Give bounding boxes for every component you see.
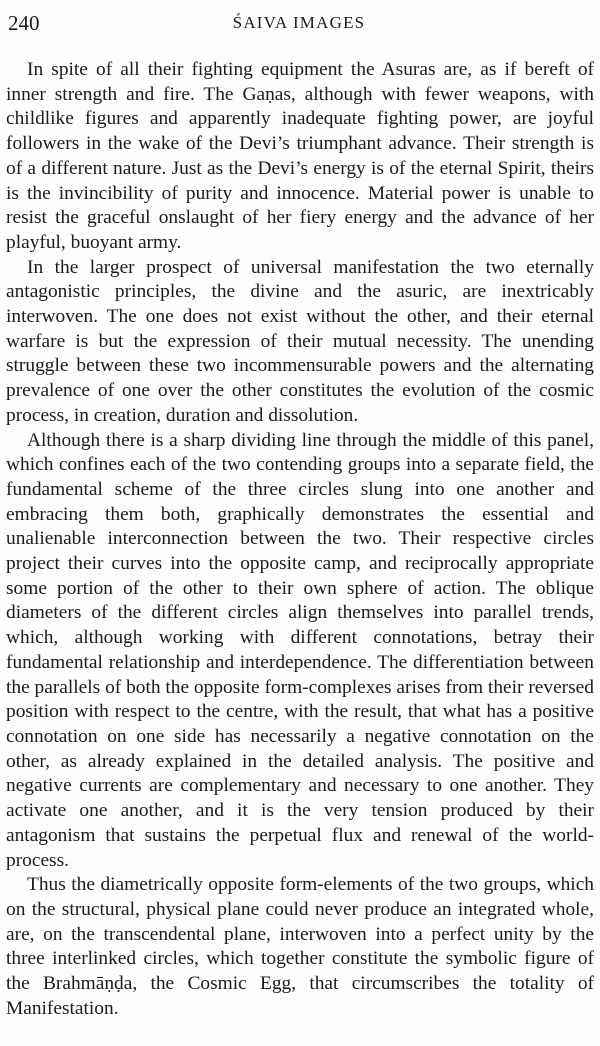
body-text: [6, 58, 594, 1021]
paragraph-4: Thus the diametrically opposite form-elements of the two groups, which on the structural, physical plane could never produce an integrated whole, are, on the transcendental plane, interwoven into a perfect unity by the three interlinked circles, which together constitute the symbolic figure of the Brahmāṇḍa, the Cosmic Egg, that circumscribes the totality of Manifestation.: [6, 874, 594, 1019]
page-number: 240: [8, 11, 40, 35]
running-title: ŚAIVA IMAGES: [232, 13, 366, 32]
paragraph-3: Although there is a sharp dividing line through the middle of this panel, which confines each of the two contending groups into a separate field, the fundamental scheme of the three circles slung into one another and embracing them both, graphically demonstrates the essential and unalienable interconnection between the two. Their respective circles project their curves into the opposite camp, and reciprocally appropriate some portion of the other to their own sphere of action. The oblique diameters of the different circles align themselves into parallel trends, which, although working with different connotations, betray their fundamental relationship and interdependence. The differentiation between the parallels of both the opposite form-complexes arises from their reversed position with respect to the centre, with the result, that what has a positive connotation on one side has necessarily a negative connotation on the other, as already explained in the detailed analysis. The positive and negative currents are complementary and necessary to one another. They activate one another, and it is the very tension produced by their antagonism that sustains the perpetual flux and renewal of the world-process.: [6, 429, 594, 871]
running-header: [8, 8, 590, 38]
paragraph-1: In spite of all their fighting equipment the Asuras are, as if bereft of inner strength and fire. The Gaṇas, although with fewer weapons, with childlike figures and apparently inadequate fighting power, are joyful followers in the wake of the Devi’s triumphant advance. Their strength is of a different nature. Just as the Devi’s energy is of the eternal Spirit, theirs is the invincibility of purity and innocence. Material power is unable to resist the graceful onslaught of her fiery energy and the advance of her playful, buoyant army.: [6, 59, 594, 253]
paragraph-2: In the larger prospect of universal manifestation the two eternally antagonistic principles, the divine and the asuric, are inextricably interwoven. The one does not exist without the other, and their eternal warfare is but the expression of their mutual necessity. The unending struggle between these two incommensurable powers and the alternating prevalence of one over the other constitutes the evolution of the cosmic process, in creation, duration and dissolution.: [6, 256, 594, 426]
